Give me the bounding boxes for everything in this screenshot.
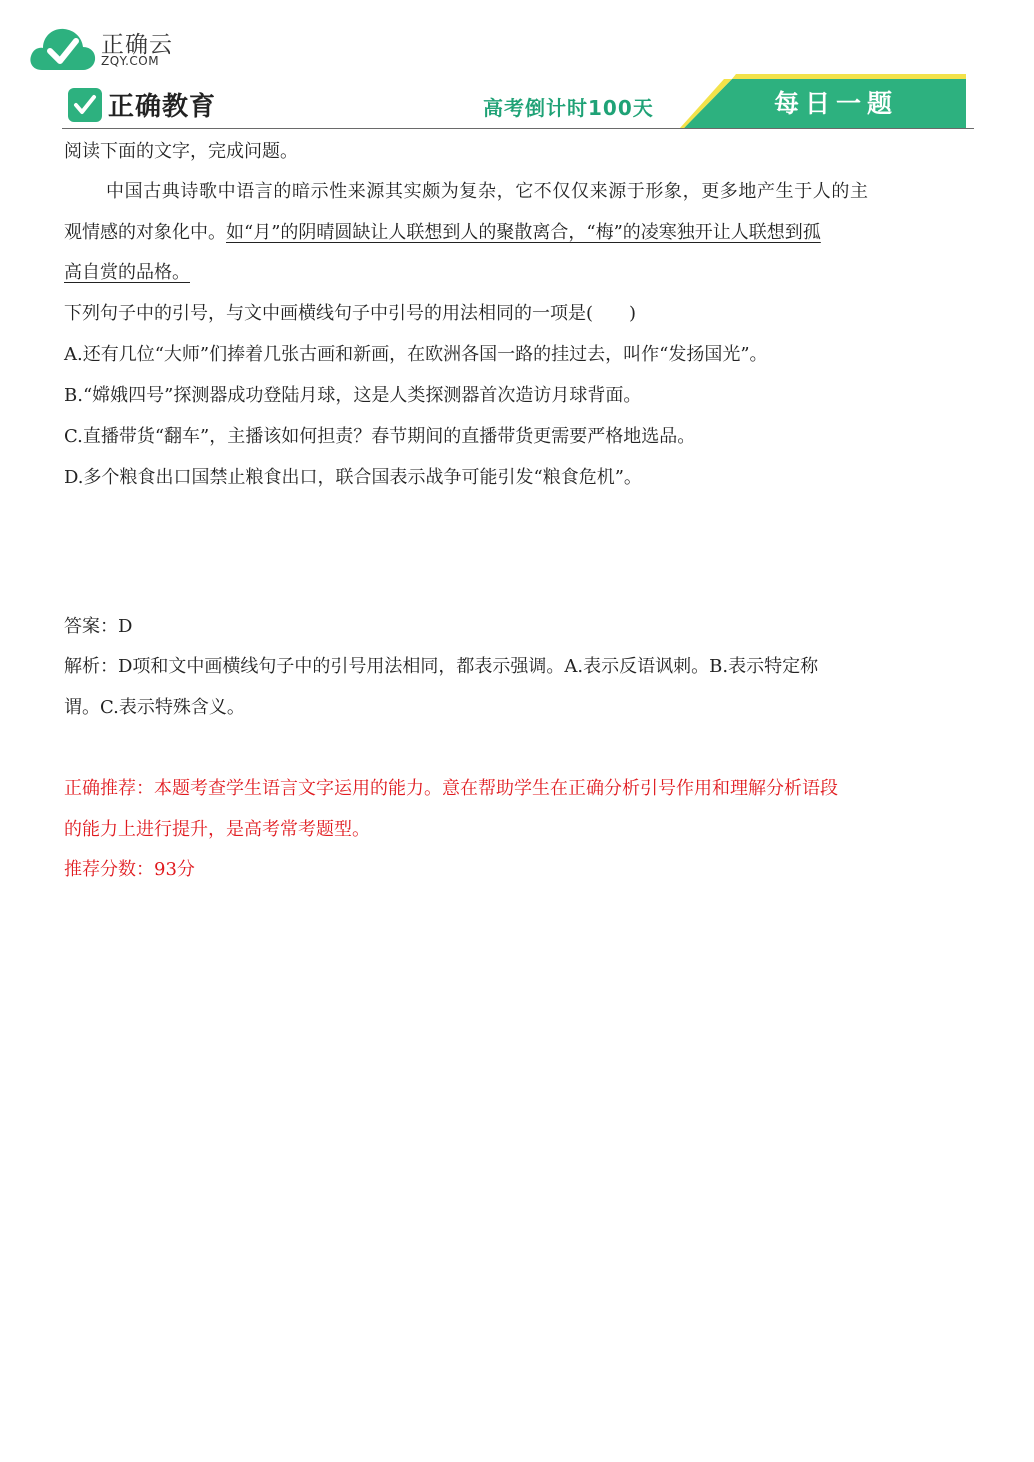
checkmark-icon xyxy=(68,88,102,122)
question-stem: 下列句子中的引号，与文中画横线句子中引号的用法相同的一项是( ) xyxy=(64,303,637,324)
recommendation-line-2: 的能力上进行提升，是高考常考题型。 xyxy=(64,819,370,840)
option-d: D.多个粮食出口国禁止粮食出口，联合国表示战争可能引发“粮食危机”。 xyxy=(64,467,642,488)
analysis-line-2: 谓。C.表示特殊含义。 xyxy=(64,697,245,718)
countdown-label: 高考倒计时100天 xyxy=(483,96,654,120)
cloud-brand-name: 正确云 xyxy=(101,32,173,58)
daily-question-banner xyxy=(680,74,966,128)
passage-line-2 xyxy=(64,221,821,245)
recommendation-line-1: 正确推荐：本题考查学生语言文字运用的能力。意在帮助学生在正确分析引号作用和理解分析语段 xyxy=(64,778,838,799)
daily-question-label: 每日一题 xyxy=(774,89,899,118)
zqy-logo xyxy=(28,22,178,74)
passage-line-3 xyxy=(64,261,190,285)
recommendation-score: 推荐分数：93分 xyxy=(64,859,195,880)
underlined-sentence-part-2: 高自赏的品格。 xyxy=(64,262,190,283)
option-a: A.还有几位“大师”们捧着几张古画和新画，在欧洲各国一路的挂过去，叫作“发扬国光”。 xyxy=(64,344,768,365)
underlined-sentence-part-1: 如“月”的阴晴圆缺让人联想到人的聚散离合，“梅”的凌寒独开让人联想到孤 xyxy=(226,222,821,243)
cloud-domain: ZQY.COM xyxy=(101,54,160,68)
header-divider xyxy=(62,128,974,129)
answer: 答案：D xyxy=(64,616,133,637)
passage-line-1: 中国古典诗歌中语言的暗示性来源其实颇为复杂，它不仅仅来源于形象，更多地产生于人的主 xyxy=(106,181,869,202)
passage-line-2-plain: 观情感的对象化中。 xyxy=(64,222,226,243)
brand-name: 正确教育 xyxy=(108,92,217,122)
analysis-line-1: 解析：D项和文中画横线句子中的引号用法相同，都表示强调。A.表示反语讽刺。B.表示特定称 xyxy=(64,656,819,677)
option-b: B.“嫦娥四号”探测器成功登陆月球，这是人类探测器首次造访月球背面。 xyxy=(64,385,642,406)
instruction: 阅读下面的文字，完成问题。 xyxy=(64,141,298,162)
option-c: C.直播带货“翻车”，主播该如何担责？春节期间的直播带货更需要严格地选品。 xyxy=(64,426,696,447)
cloud-check-icon xyxy=(28,24,98,74)
